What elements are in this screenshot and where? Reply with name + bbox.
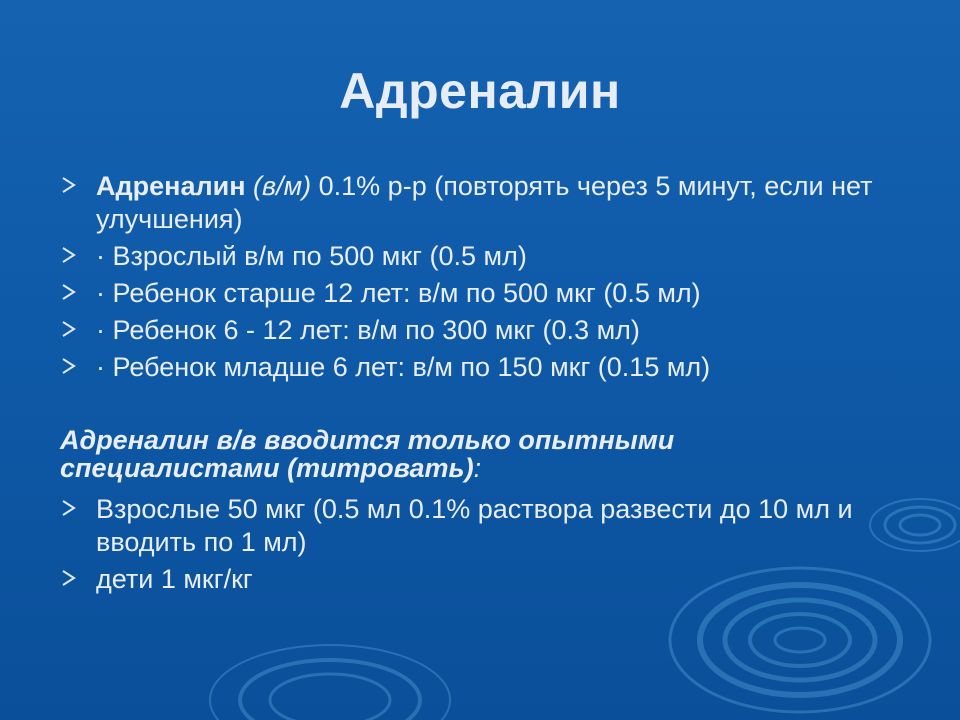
arrowhead-bullet-icon	[60, 240, 80, 273]
slide-title: Адреналин	[339, 63, 621, 119]
route-label: (в/м)	[253, 171, 312, 201]
arrowhead-bullet-icon	[60, 170, 80, 203]
list-item	[60, 240, 900, 273]
list-item	[60, 277, 900, 310]
dose-child-6-12: · Ребенок 6 - 12 лет: в/м по 300 мкг (0.3 мл)	[96, 315, 640, 345]
arrowhead-bullet-icon	[60, 563, 80, 596]
dose-list	[60, 170, 900, 388]
dose-child-over-12: · Ребенок старше 12 лет: в/м по 500 мкг (0.5 мл)	[96, 278, 701, 308]
iv-heading-colon: :	[473, 453, 482, 483]
list-item	[60, 563, 900, 596]
iv-list	[60, 493, 900, 600]
list-item	[60, 170, 900, 236]
dose-adult: · Взрослый в/м по 500 мкг (0.5 мл)	[96, 241, 527, 271]
arrowhead-bullet-icon	[60, 493, 80, 526]
list-item	[60, 351, 900, 384]
arrowhead-bullet-icon	[60, 277, 80, 310]
iv-heading	[60, 426, 900, 482]
arrowhead-bullet-icon	[60, 351, 80, 384]
dose-child-under-6: · Ребенок младше 6 лет: в/м по 150 мкг (0.15 мл)	[96, 352, 711, 382]
first-item-text: 0.1% р-р (повторять через 5 минут, если нет улучшения)	[96, 171, 873, 234]
list-item	[60, 314, 900, 347]
drug-name: Адреналин	[96, 171, 246, 201]
list-item	[60, 493, 900, 559]
iv-heading-text: Адреналин в/в вводится только опытными специалистами (титровать)	[60, 425, 675, 483]
iv-dose-adult: Взрослые 50 мкг (0.5 мл 0.1% раствора развести до 10 мл и вводить по 1 мл)	[96, 494, 853, 557]
iv-dose-children: дети 1 мкг/кг	[96, 564, 253, 594]
arrowhead-bullet-icon	[60, 314, 80, 347]
